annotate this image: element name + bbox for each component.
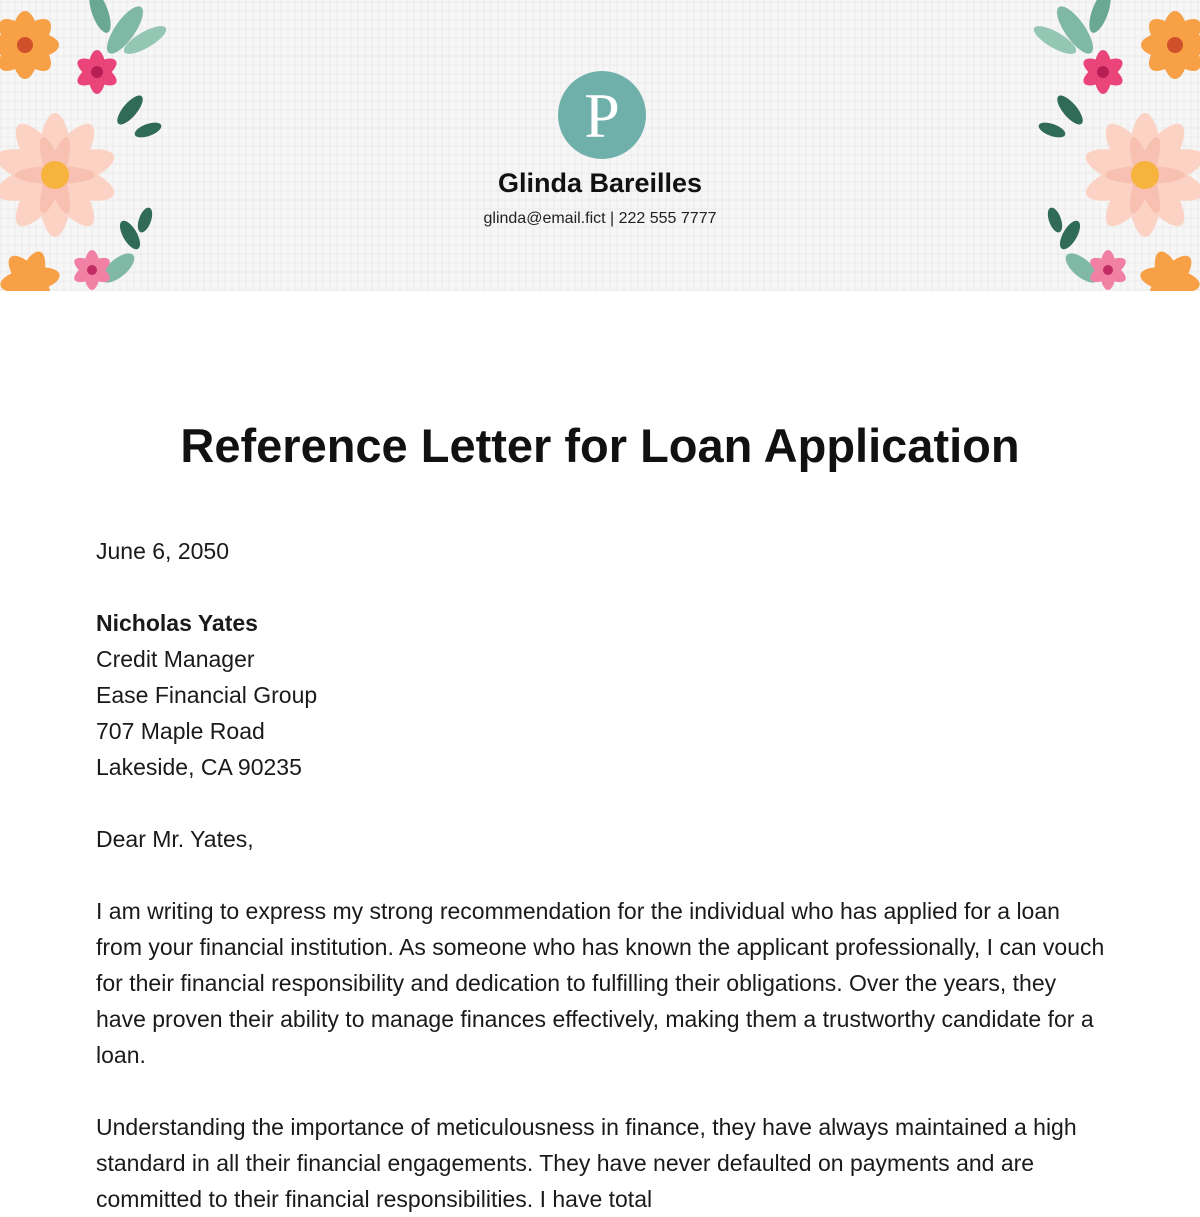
sender-name: Glinda Bareilles xyxy=(497,168,703,198)
letterhead xyxy=(0,0,1200,291)
floral-decoration-right xyxy=(1025,0,1200,291)
body-paragraph-2: Understanding the importance of meticulousness in finance, they have always maintained a high standard in all their financial engagements. They have never defaulted on payments and are committed to their financial responsibilities. I have total xyxy=(96,1114,1077,1212)
recipient-company: Ease Financial Group xyxy=(96,682,318,708)
recipient-address-block xyxy=(96,605,1106,785)
recipient-name: Nicholas Yates xyxy=(96,610,258,636)
body-paragraph-1: I am writing to express my strong recommendation for the individual who has applied for a loan from your financial institution. As someone who has known the applicant professionally, I can vouch for their financial responsibility and dedication to fulfilling their obligations. Over the years, they have proven their ability to manage finances effectively, making them a trustworthy candidate for a loan. xyxy=(96,898,1105,1068)
salutation: Dear Mr. Yates, xyxy=(96,826,254,852)
letter-date: June 6, 2050 xyxy=(96,538,230,564)
sender-contact: glinda@email.fict | 222 555 7777 xyxy=(483,210,717,227)
monogram-logo: P xyxy=(558,71,646,159)
floral-decoration-left xyxy=(0,0,175,291)
recipient-city: Lakeside, CA 90235 xyxy=(96,754,302,780)
recipient-position: Credit Manager xyxy=(96,646,255,672)
document-title: Reference Letter for Loan Application xyxy=(180,419,1020,472)
recipient-street: 707 Maple Road xyxy=(96,718,265,744)
